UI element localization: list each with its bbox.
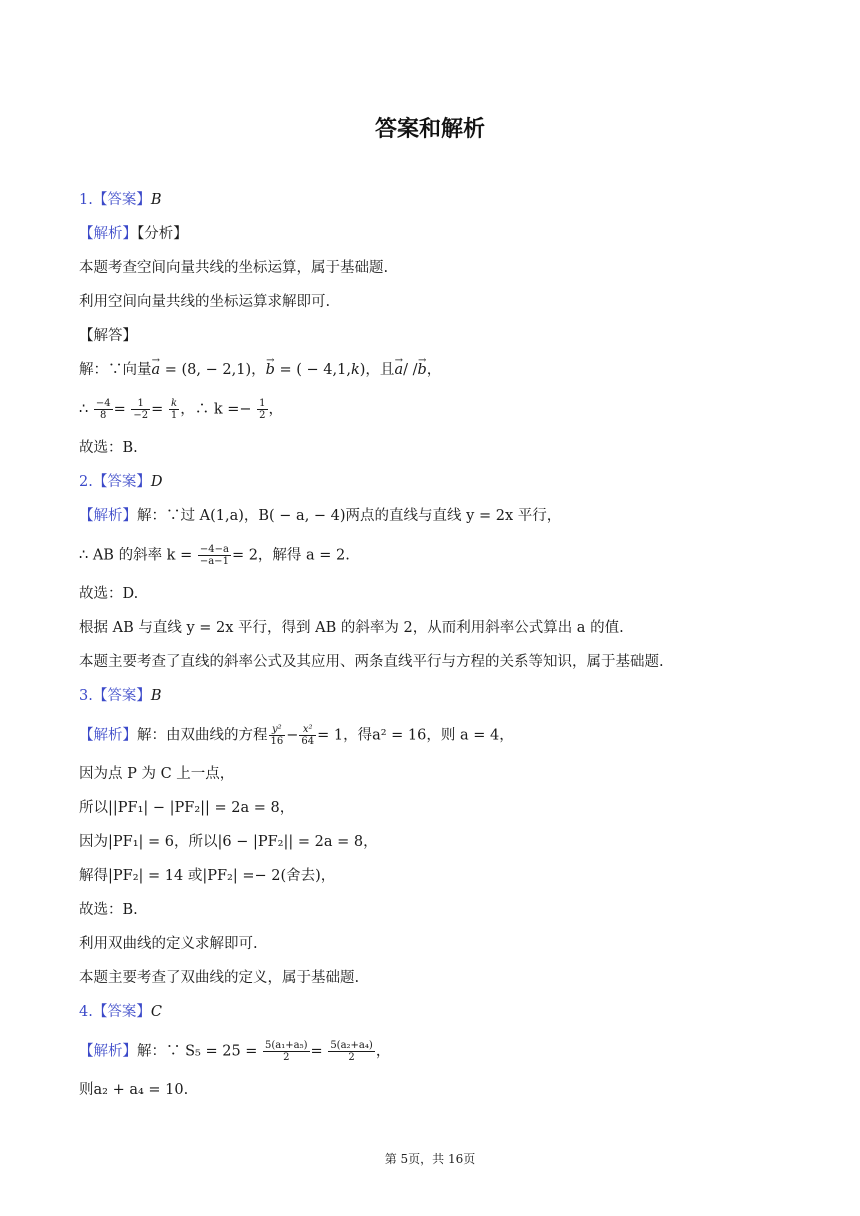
- q1-b-value: = ( − 4,1,: [274, 362, 351, 378]
- q4-line2: 则a₂ + a₄ = 10.: [79, 1082, 189, 1098]
- q1-jiexi-line: [79, 224, 188, 244]
- q3-answer: B: [150, 688, 162, 704]
- q4-line1-post: ，: [375, 1043, 391, 1060]
- vector-b-2: → b: [417, 360, 426, 380]
- q3-line4: 因为|PF₁| = 6，所以|6 − |PF₂|| = 2a = 8，: [79, 834, 378, 850]
- q2-line1: 解：∵过 A(1,a)，B( − a, − 4)两点的直线与直线 y = 2x 平行，: [137, 508, 562, 524]
- q2-line5: 本题主要考查了直线的斜率公式及其应用、两条直线平行与方程的关系等知识，属于基础题.: [79, 654, 664, 670]
- q2-choice: 故选：D.: [79, 586, 139, 602]
- q2-answer-line: [79, 472, 162, 492]
- fraction: $\frac{-4}{8}$: [95, 398, 111, 421]
- q3-line3: 所以||PF₁| − |PF₂|| = 2a = 8，: [79, 800, 295, 816]
- q2-line1-row: [79, 506, 561, 526]
- q2-number: 2.: [79, 474, 93, 490]
- q1-line1: 本题考查空间向量共线的坐标运算，属于基础题.: [79, 260, 389, 276]
- q3-number: 3.: [79, 688, 93, 704]
- q1-jiexi-tag: 【解析】: [79, 226, 137, 242]
- vector-a: → a: [152, 360, 161, 380]
- equals: =: [113, 401, 126, 418]
- q2-answer: D: [150, 474, 163, 490]
- q2-line2-post: = 2，解得 a = 2.: [231, 547, 350, 564]
- vector-b: → b: [266, 360, 275, 380]
- q3-answer-tag: 【答案】: [92, 688, 151, 704]
- equals: =: [310, 1043, 323, 1060]
- q4-answer-line: [79, 1002, 162, 1022]
- q4-answer-tag: 【答案】: [92, 1004, 151, 1020]
- q1-b-k: k: [350, 362, 360, 378]
- q1-answer-line: [79, 190, 162, 210]
- fraction: $\frac{\text{x²}}{64}$: [301, 724, 315, 747]
- q1-answer-tag: 【答案】: [92, 192, 151, 208]
- q2-answer-tag: 【答案】: [92, 474, 151, 490]
- q1-comma: ，: [426, 362, 442, 378]
- q1-fenxi-tag: 【分析】: [137, 226, 188, 242]
- q2-slope-line: [79, 544, 350, 567]
- q1-end: ，: [268, 401, 284, 418]
- page-footer: 第 5页，共 16页: [384, 1152, 476, 1166]
- fraction: $\frac{1}{2}$: [259, 398, 266, 421]
- therefore-symbol: ∴: [79, 401, 89, 418]
- q4-line1-row: [79, 1040, 390, 1063]
- q1-sol-prefix: 解：∵向量: [79, 362, 152, 378]
- q3-line1-post: = 1，得a² = 16，则 a = 4，: [317, 727, 514, 744]
- q4-line1-pre: 解：∵ S₅ = 25 =: [137, 1043, 258, 1060]
- q3-line8: 本题主要考查了双曲线的定义，属于基础题.: [79, 970, 360, 986]
- q3-line1-pre: 解：由双曲线的方程: [137, 727, 268, 744]
- q3-line2: 因为点 P 为 C 上一点，: [79, 766, 235, 782]
- q1-a-value: = (8, − 2,1)，: [160, 362, 266, 378]
- q1-then-k: ，∴ k =−: [180, 401, 252, 418]
- q1-choice: 故选：B.: [79, 440, 138, 456]
- q3-line1-row: [79, 724, 514, 747]
- q4-jiexi-tag: 【解析】: [79, 1043, 137, 1060]
- q3-line7: 利用双曲线的定义求解即可.: [79, 936, 258, 952]
- q1-jieda-tag: 【解答】: [79, 328, 137, 344]
- q1-line2: 利用空间向量共线的坐标运算求解即可.: [79, 294, 331, 310]
- q2-line4: 根据 AB 与直线 y = 2x 平行，得到 AB 的斜率为 2，从而利用斜率公式算出 a 的值.: [79, 620, 624, 636]
- q1-ratio-line: [79, 398, 283, 421]
- equals: =: [151, 401, 164, 418]
- q1-solution-line: [79, 360, 441, 380]
- fraction: $\frac{1}{-2}$: [133, 398, 149, 421]
- q4-number: 4.: [79, 1004, 93, 1020]
- q1-number: 1.: [79, 192, 93, 208]
- minus: −: [286, 727, 299, 744]
- q2-jiexi-tag: 【解析】: [79, 508, 137, 524]
- q4-answer: C: [150, 1004, 162, 1020]
- fraction: $\frac{k}{1}$: [170, 398, 178, 421]
- q3-answer-line: [79, 686, 162, 706]
- q3-line5: 解得|PF₂| = 14 或|PF₂| =− 2(舍去)，: [79, 868, 336, 884]
- fraction: $\frac{\text{5(a₁+a₅)}}{2}$: [265, 1040, 308, 1063]
- q2-line2-pre: ∴ AB 的斜率 k =: [79, 547, 193, 564]
- vector-a-2: → a: [394, 360, 403, 380]
- fraction: $\frac{-4-a}{-a-1}$: [199, 544, 229, 567]
- q3-jiexi-tag: 【解析】: [79, 727, 137, 744]
- q1-answer: B: [150, 192, 162, 208]
- q3-choice: 故选：B.: [79, 902, 138, 918]
- q1-parallel: / /: [403, 362, 418, 378]
- q1-b-end: )，且: [359, 362, 395, 378]
- fraction: $\frac{\text{y²}}{16}$: [270, 724, 284, 747]
- page-title: 答案和解析: [374, 117, 485, 142]
- fraction: $\frac{\text{5(a₂+a₄)}}{2}$: [330, 1040, 373, 1063]
